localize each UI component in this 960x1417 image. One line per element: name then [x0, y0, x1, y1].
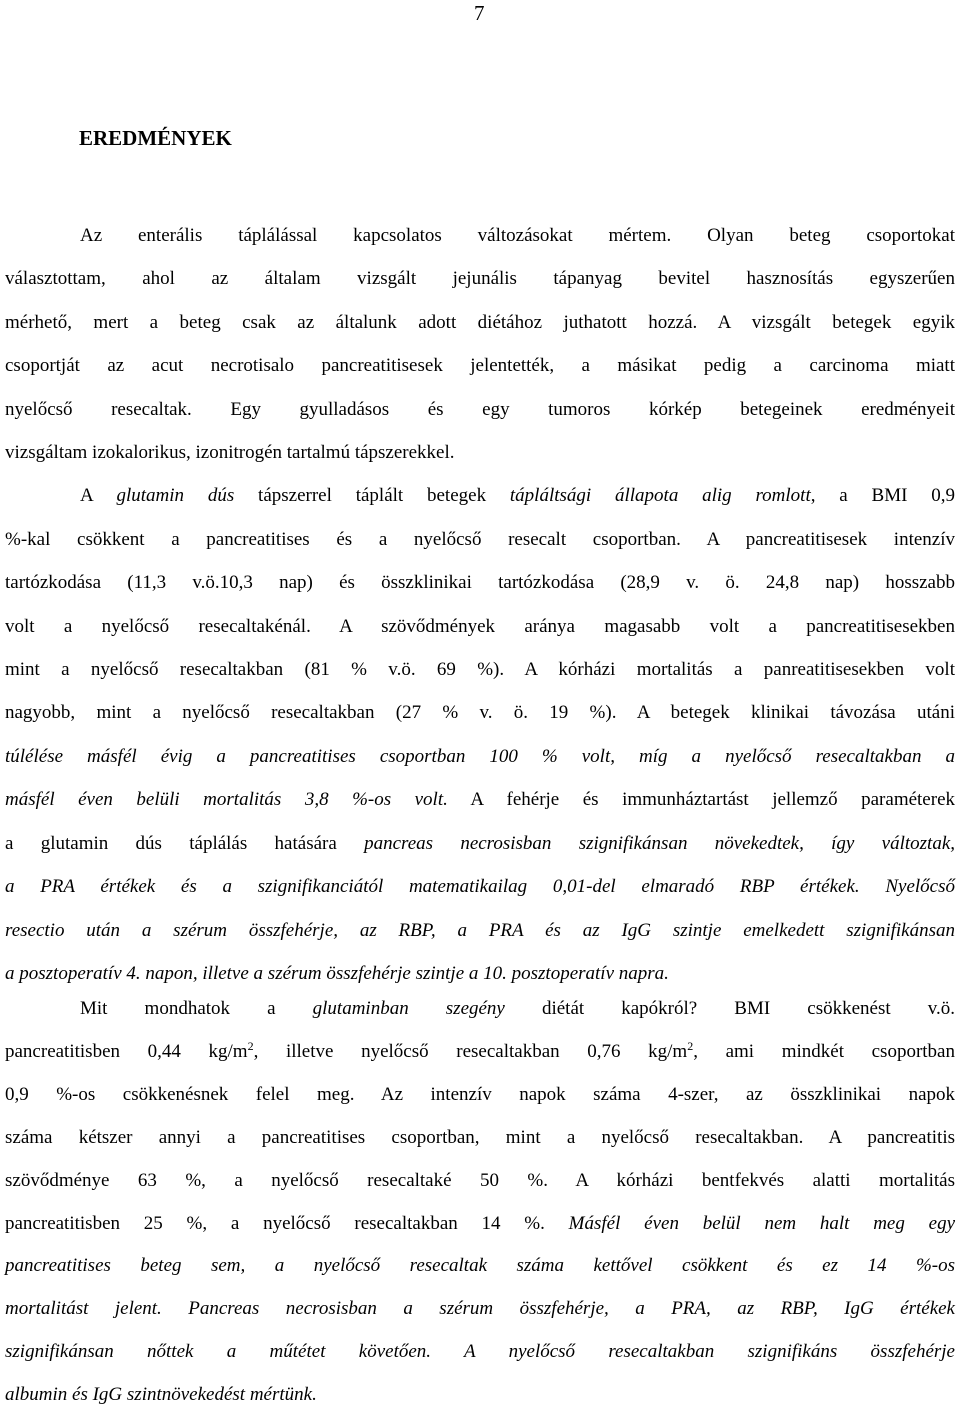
text-line: szövődménye 63 %, a nyelőcső resecaltaké 50 %. A kórházi bentfekvés alatti mortalitás	[5, 1169, 955, 1191]
text-line: %-kal csökkent a pancreatitises és a nyelőcső resecalt csoportban. A pancreatitisesek intenzív	[5, 528, 955, 550]
text-line: Az enterális táplálással kapcsolatos változásokat mértem. Olyan beteg csoportokat	[80, 225, 955, 246]
text-line: pancreatitisben 0,44 $kg/m^2$, illetve nyelőcső resecaltakban 0,76 $kg/m^2$, ami mindkét csoportban	[5, 1038, 955, 1062]
text-line: mérhető, mert a beteg csak az általunk adott diétához juthatott hozzá. A vizsgált betegek egyik	[5, 311, 955, 333]
text-line: mortalitást jelent. Pancreas necrosisban a szérum összfehérje, a PRA, az RBP, IgG értékek	[5, 1298, 955, 1320]
results-paragraph-2	[5, 988, 955, 1417]
text-line: 0,9 %-os csökkenésnek felel meg. Az intenzív napok száma 4-szer, az összklinikai napok	[5, 1083, 955, 1105]
text-line: pancreatitises beteg sem, a nyelőcső resecaltak száma kettővel csökkent és ez 14 %-os	[5, 1255, 955, 1277]
text-line: pancreatitisben 25 %, a nyelőcső resecaltakban 14 %. Másfél éven belül nem halt meg egy	[5, 1212, 956, 1234]
text-line: resectio után a szérum összfehérje, az RBP, a PRA és az IgG szintje emelkedett szignifikánsan	[5, 919, 955, 941]
text-line: volt a nyelőcső resecaltakénál. A szövődmények aránya magasabb volt a pancreatitisesekben	[5, 615, 955, 637]
text-line: mint a nyelőcső resecaltakban (81 % v.ö. 69 %). A kórházi mortalitás a panreatitisesekben volt	[5, 659, 955, 681]
text-line: választottam, ahol az általam vizsgált jejunális tápanyag bevitel hasznosítás egyszerűen	[5, 268, 955, 290]
text-line: albumin és IgG szintnövekedést mértünk.	[5, 1384, 317, 1406]
page-number: 7	[474, 1, 485, 25]
results-paragraph-1	[5, 214, 955, 995]
text-line: másfél éven belüli mortalitás 3,8 %-os volt. A fehérje és immunháztartást jellemző paraméterek	[5, 789, 956, 811]
section-heading: EREDMÉNYEK	[79, 126, 232, 150]
text-line: A glutamin dús tápszerrel táplált betegek tápláltsági állapota alig romlott, a BMI 0,9	[80, 485, 955, 507]
text-line: szignifikánsan nőttek a műtétet követően. A nyelőcső resecaltakban szignifikáns összfehérje	[5, 1341, 955, 1363]
text-line: száma kétszer annyi a pancreatitises csoportban, mint a nyelőcső resecaltakban. A pancreatitis	[5, 1126, 955, 1148]
text-line: vizsgáltam izokalorikus, izonitrogén tartalmú tápszerekkel.	[5, 442, 455, 464]
text-line: túlélése másfél évig a pancreatitises csoportban 100 % volt, míg a nyelőcső resecaltakban a	[5, 745, 955, 767]
text-line: csoportját az acut necrotisalo pancreatitisesek jelentették, a másikat pedig a carcinoma miatt	[5, 355, 955, 377]
text-line: tartózkodása (11,3 v.ö.10,3 nap) és összklinikai tartózkodása (28,9 v. ö. 24,8 nap) hosszabb	[5, 572, 955, 594]
text-line: nagyobb, mint a nyelőcső resecaltakban (27 % v. ö. 19 %). A betegek klinikai távozása utáni	[5, 702, 955, 724]
text-line: a PRA értékek és a szignifikanciától matematikailag 0,01-del elmaradó RBP értékek. Nyelőcső	[5, 876, 955, 898]
text-line: Mit mondhatok a glutaminban szegény diétát kapókról? BMI csökkenést v.ö.	[80, 998, 955, 1019]
text-line: nyelőcső resecaltak. Egy gyulladásos és egy tumoros kórkép betegeinek eredményeit	[5, 398, 955, 420]
text-line: a glutamin dús táplálás hatására pancreas necrosisban szignifikánsan növekedtek, így változtak,	[5, 832, 955, 854]
text-line: a posztoperatív 4. napon, illetve a szérum összfehérje szintje a 10. posztoperatív napra.	[5, 962, 669, 984]
